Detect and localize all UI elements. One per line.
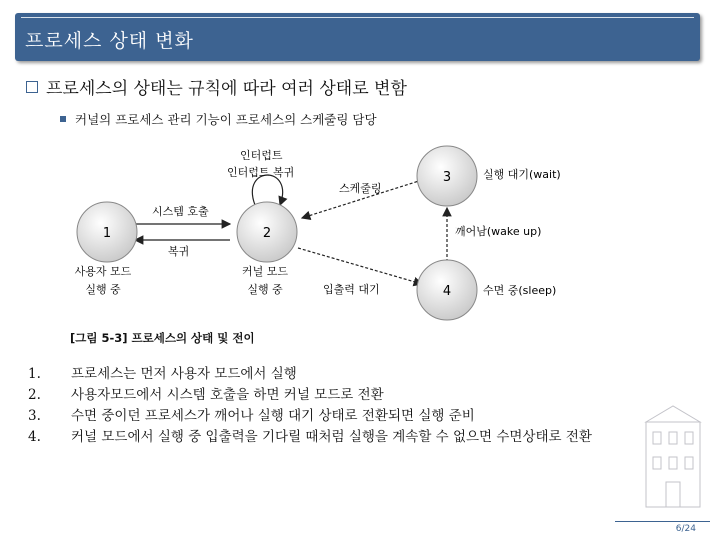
- slide-title: 프로세스 상태 변화: [25, 30, 194, 52]
- wakeup-label: 깨어남(wake up): [455, 225, 542, 238]
- svg-text:3: 3: [442, 170, 452, 185]
- state-node-4: [417, 260, 477, 320]
- node4-caption: 수면 중(sleep): [483, 284, 557, 297]
- step-item: 3. 수면 중이던 프로세스가 깨어나 실행 대기 상태로 전환되면 실행 준비: [28, 408, 475, 424]
- syscall-label: 시스템 호출: [152, 205, 209, 218]
- io-wait-label: 입출력 대기: [323, 283, 380, 296]
- interrupt-return-label: 인터럽트 복귀: [227, 166, 295, 179]
- steps-list: [28, 364, 698, 448]
- bullet2-text: 커널의 프로세스 관리 기능이 프로세스의 스케줄링 담당: [75, 112, 377, 127]
- scheduling-label: 스케줄링: [339, 182, 382, 195]
- page-number: 6/24: [675, 524, 696, 534]
- interrupt-label: 인터럽트: [240, 149, 283, 162]
- step-item: 4. 커널 모드에서 실행 중 입출력을 기다릴 때처럼 실행을 계속할 수 없으면 수면상태로 전환: [28, 429, 592, 445]
- state-node-1: [77, 202, 137, 262]
- footer-line: [615, 521, 710, 522]
- step-item: 1. 프로세스는 먼저 사용자 모드에서 실행: [28, 366, 297, 382]
- node3-caption: 실행 대기(wait): [483, 168, 561, 181]
- step-item: 2. 사용자모드에서 시스템 호출을 하면 커널 모드로 전환: [28, 387, 384, 403]
- svg-text:1: 1: [102, 226, 112, 241]
- node2-caption: 커널 모드: [241, 265, 289, 278]
- interrupt-loop-arrow: [252, 175, 282, 205]
- figure-caption: [그림 5-3] 프로세스의 상태 및 전이: [70, 331, 255, 345]
- state-node-2: [237, 202, 297, 262]
- node1-caption2: 실행 중: [85, 283, 121, 296]
- return-label: 복귀: [168, 245, 190, 258]
- state-node-3: [417, 146, 477, 206]
- svg-text:4: 4: [442, 284, 452, 299]
- building-watermark-icon: [638, 402, 708, 512]
- node2-caption2: 실행 중: [247, 283, 283, 296]
- svg-text:2: 2: [262, 226, 272, 241]
- bullet1-text: 프로세스의 상태는 규칙에 따라 여러 상태로 변함: [46, 79, 407, 99]
- io-wait-arrow: [298, 248, 422, 284]
- node1-caption: 사용자 모드: [74, 265, 132, 278]
